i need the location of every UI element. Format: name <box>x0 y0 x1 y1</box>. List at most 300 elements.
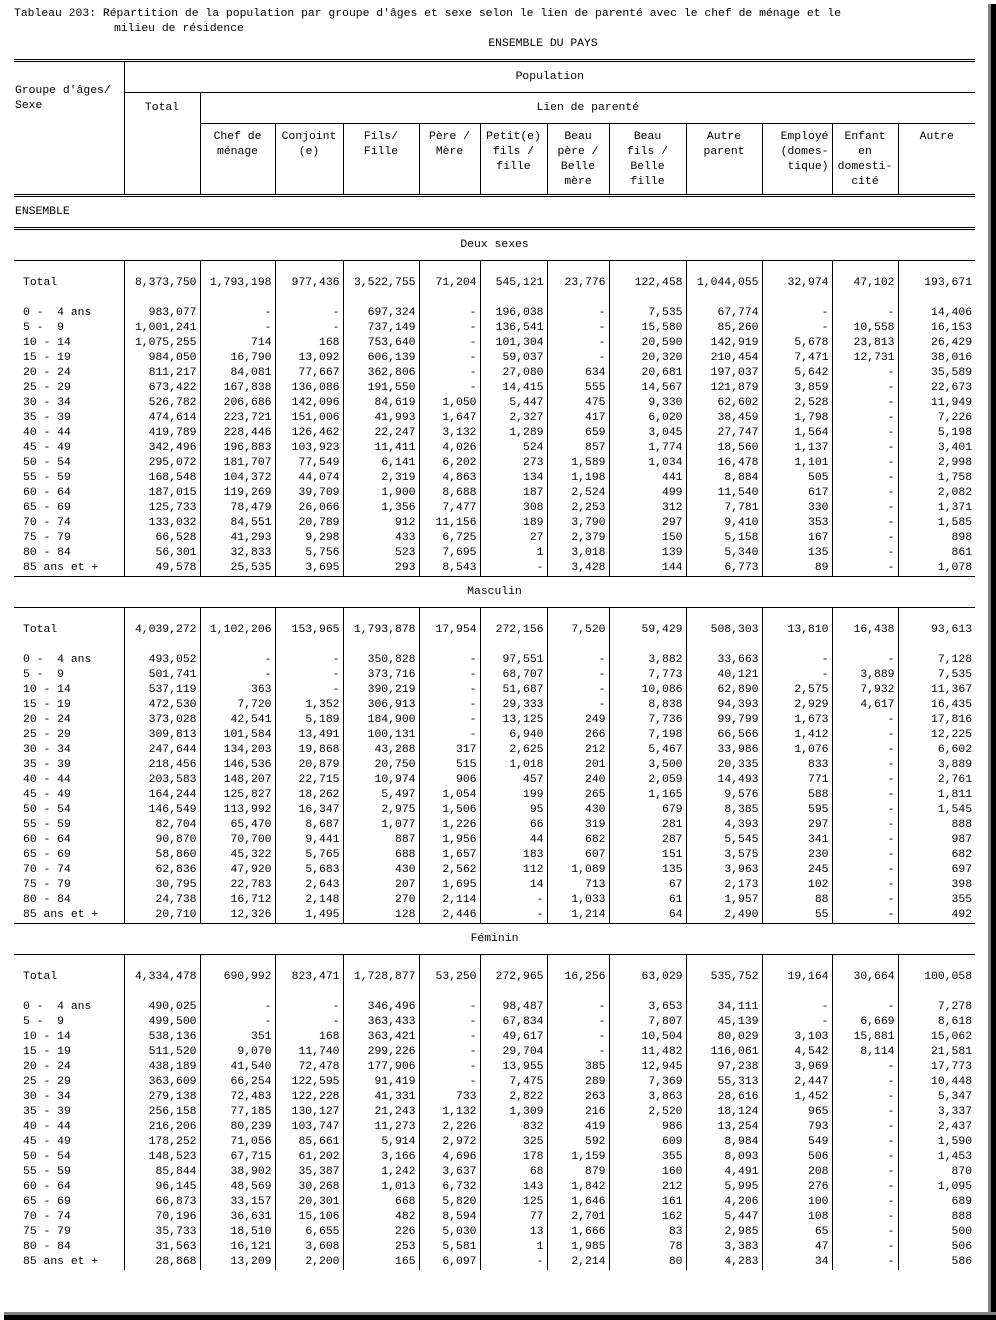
value-cell: - <box>832 788 898 803</box>
value-cell: 12,225 <box>898 728 975 743</box>
group-header-line-1: Groupe d'âges/ <box>15 85 111 97</box>
empty-cell <box>832 638 898 653</box>
empty-cell <box>200 985 275 1000</box>
value-cell: 6,669 <box>832 1015 898 1030</box>
value-cell: 8,984 <box>686 1135 762 1150</box>
value-cell: 265 <box>547 788 609 803</box>
value-cell: 178,252 <box>124 1135 200 1150</box>
value-cell: 7,781 <box>686 501 762 516</box>
lien-parente-header: Lien de parenté <box>200 93 975 124</box>
value-cell: - <box>547 306 609 321</box>
value-cell: 208 <box>762 1165 832 1180</box>
value-cell: 6,655 <box>275 1225 343 1240</box>
value-cell: 72,478 <box>275 1060 343 1075</box>
value-cell: 1,198 <box>547 471 609 486</box>
value-cell: 441 <box>609 471 686 486</box>
value-cell: 549 <box>762 1135 832 1150</box>
value-cell: 5,820 <box>419 1195 480 1210</box>
total-row <box>14 623 975 638</box>
value-cell: 77,667 <box>275 366 343 381</box>
value-cell: 193,671 <box>898 276 975 291</box>
column-header-line: Belle <box>560 161 596 173</box>
value-cell: 861 <box>898 546 975 561</box>
value-cell: 23,776 <box>547 276 609 291</box>
value-cell: - <box>832 306 898 321</box>
value-cell: 697 <box>898 863 975 878</box>
value-cell: 14,567 <box>609 381 686 396</box>
empty-cell <box>686 291 762 306</box>
table-row <box>14 1030 975 1045</box>
value-cell: - <box>480 893 547 908</box>
empty-cell <box>762 638 832 653</box>
value-cell: 122,595 <box>275 1075 343 1090</box>
row-label: 85 ans et + <box>23 562 99 574</box>
value-cell: 27,747 <box>686 426 762 441</box>
value-cell: 457 <box>480 773 547 788</box>
value-cell: 67,715 <box>200 1150 275 1165</box>
row-label: 0 - 4 ans <box>23 1001 92 1013</box>
value-cell: 93,613 <box>898 623 975 638</box>
value-cell: - <box>832 471 898 486</box>
value-cell: 14,493 <box>686 773 762 788</box>
table-row <box>14 1120 975 1135</box>
value-cell: - <box>832 1150 898 1165</box>
table-row <box>14 321 975 336</box>
value-cell: 153,965 <box>275 623 343 638</box>
value-cell: 659 <box>547 426 609 441</box>
row-label: 75 - 79 <box>23 879 71 891</box>
column-header-line: fils / <box>626 146 668 158</box>
value-cell: 3,882 <box>609 653 686 668</box>
row-label: 55 - 59 <box>23 472 71 484</box>
value-cell: - <box>832 561 898 577</box>
value-cell: 66,254 <box>200 1075 275 1090</box>
value-cell: 3,500 <box>609 758 686 773</box>
value-cell: 823,471 <box>275 970 343 985</box>
empty-cell <box>609 955 686 971</box>
value-cell: 25,535 <box>200 561 275 577</box>
value-cell: 586 <box>898 1255 975 1270</box>
empty-cell <box>898 608 975 624</box>
value-cell: 33,986 <box>686 743 762 758</box>
value-cell: 7,807 <box>609 1015 686 1030</box>
row-label: 0 - 4 ans <box>23 654 92 666</box>
table-row <box>14 411 975 426</box>
empty-cell <box>124 638 200 653</box>
value-cell: 20,320 <box>609 351 686 366</box>
value-cell: 88 <box>762 893 832 908</box>
table-row <box>14 743 975 758</box>
column-header-line: (e) <box>298 146 320 158</box>
value-cell: - <box>200 1000 275 1015</box>
value-cell: 4,334,478 <box>124 970 200 985</box>
value-cell: 2,114 <box>419 893 480 908</box>
row-label: 20 - 24 <box>23 367 71 379</box>
table-row <box>14 773 975 788</box>
value-cell: - <box>832 758 898 773</box>
empty-cell <box>547 261 609 277</box>
value-cell: - <box>832 773 898 788</box>
value-cell: 3,018 <box>547 546 609 561</box>
value-cell: - <box>832 1135 898 1150</box>
value-cell: 77,185 <box>200 1105 275 1120</box>
value-cell: 475 <box>547 396 609 411</box>
value-cell: 2,520 <box>609 1105 686 1120</box>
value-cell: 673,422 <box>124 381 200 396</box>
value-cell: - <box>275 306 343 321</box>
empty-cell <box>124 608 200 624</box>
value-cell: 965 <box>762 1105 832 1120</box>
value-cell: 373,028 <box>124 713 200 728</box>
value-cell: 474,614 <box>124 411 200 426</box>
value-cell: - <box>832 863 898 878</box>
table-row <box>14 653 975 668</box>
value-cell: 71,204 <box>419 276 480 291</box>
value-cell: 77 <box>480 1210 547 1225</box>
value-cell: - <box>832 818 898 833</box>
value-cell: 3,889 <box>898 758 975 773</box>
value-cell: 6,940 <box>480 728 547 743</box>
value-cell: 45,322 <box>200 848 275 863</box>
value-cell: 2,226 <box>419 1120 480 1135</box>
value-cell: 45,139 <box>686 1015 762 1030</box>
row-label: Total <box>23 971 58 983</box>
row-label: 85 ans et + <box>23 909 99 921</box>
value-cell: - <box>832 713 898 728</box>
value-cell: 3,575 <box>686 848 762 863</box>
value-cell: 1,352 <box>275 698 343 713</box>
column-header-line: parent <box>703 146 745 158</box>
row-label: 60 - 64 <box>23 487 71 499</box>
value-cell: 273 <box>480 456 547 471</box>
value-cell: 42,541 <box>200 713 275 728</box>
empty-cell <box>898 261 975 277</box>
value-cell: - <box>275 653 343 668</box>
population-table <box>14 59 975 1270</box>
value-cell: 1,646 <box>547 1195 609 1210</box>
value-cell: 398 <box>898 878 975 893</box>
section-title: Féminin <box>14 924 975 955</box>
table-title <box>14 7 841 37</box>
value-cell: 508,303 <box>686 623 762 638</box>
value-cell: 85,844 <box>124 1165 200 1180</box>
value-cell: 7,128 <box>898 653 975 668</box>
value-cell: 5,995 <box>686 1180 762 1195</box>
table-row <box>14 1060 975 1075</box>
empty-cell <box>343 955 419 971</box>
value-cell: 212 <box>609 1180 686 1195</box>
row-label: 65 - 69 <box>23 502 71 514</box>
empty-cell <box>480 261 547 277</box>
value-cell: 84,081 <box>200 366 275 381</box>
value-cell: 28,616 <box>686 1090 762 1105</box>
table-row <box>14 351 975 366</box>
value-cell: 419 <box>547 1120 609 1135</box>
value-cell: 51,687 <box>480 683 547 698</box>
section-header-row <box>14 577 975 608</box>
value-cell: 5,340 <box>686 546 762 561</box>
empty-cell <box>547 608 609 624</box>
value-cell: 1,452 <box>762 1090 832 1105</box>
value-cell: 7,475 <box>480 1075 547 1090</box>
table-row <box>14 668 975 683</box>
value-cell: 5,467 <box>609 743 686 758</box>
value-cell: 16,478 <box>686 456 762 471</box>
value-cell: 125,827 <box>200 788 275 803</box>
value-cell: 2,975 <box>343 803 419 818</box>
value-cell: 183 <box>480 848 547 863</box>
value-cell: 4,206 <box>686 1195 762 1210</box>
value-cell: 12,945 <box>609 1060 686 1075</box>
empty-cell <box>547 291 609 306</box>
empty-cell <box>14 638 124 653</box>
value-cell: 32,974 <box>762 276 832 291</box>
value-cell: 218,456 <box>124 758 200 773</box>
value-cell: 122,228 <box>275 1090 343 1105</box>
value-cell: - <box>762 1000 832 1015</box>
value-cell: 49,578 <box>124 561 200 577</box>
value-cell: 20,335 <box>686 758 762 773</box>
empty-cell <box>686 608 762 624</box>
value-cell: 184,900 <box>343 713 419 728</box>
table-row <box>14 683 975 698</box>
value-cell: 2,173 <box>686 878 762 893</box>
value-cell: 887 <box>343 833 419 848</box>
value-cell: 501,741 <box>124 668 200 683</box>
table-row <box>14 1165 975 1180</box>
value-cell: 53,250 <box>419 970 480 985</box>
spacer-row <box>14 608 975 624</box>
value-cell: 19,868 <box>275 743 343 758</box>
value-cell: - <box>419 1015 480 1030</box>
value-cell: 41,540 <box>200 1060 275 1075</box>
value-cell: 41,293 <box>200 531 275 546</box>
column-header-line: père / <box>557 146 599 158</box>
value-cell: 34 <box>762 1255 832 1270</box>
value-cell: - <box>832 1105 898 1120</box>
table-row <box>14 728 975 743</box>
value-cell: 10,448 <box>898 1075 975 1090</box>
value-cell: 135 <box>609 863 686 878</box>
value-cell: 7,471 <box>762 351 832 366</box>
value-cell: - <box>832 1195 898 1210</box>
value-cell: 984,050 <box>124 351 200 366</box>
value-cell: - <box>832 501 898 516</box>
value-cell: - <box>547 1000 609 1015</box>
empty-cell <box>343 638 419 653</box>
spacer-row <box>14 955 975 971</box>
value-cell: 373,716 <box>343 668 419 683</box>
table-row <box>14 1045 975 1060</box>
value-cell: 253 <box>343 1240 419 1255</box>
table-row <box>14 908 975 924</box>
value-cell: 312 <box>609 501 686 516</box>
value-cell: 34,111 <box>686 1000 762 1015</box>
value-cell: 689 <box>898 1195 975 1210</box>
value-cell: 84,551 <box>200 516 275 531</box>
value-cell: 2,575 <box>762 683 832 698</box>
table-row <box>14 1000 975 1015</box>
value-cell: 150 <box>609 531 686 546</box>
value-cell: - <box>275 683 343 698</box>
value-cell: 7,535 <box>609 306 686 321</box>
value-cell: 2,528 <box>762 396 832 411</box>
value-cell: 61 <box>609 893 686 908</box>
value-cell: 228,446 <box>200 426 275 441</box>
row-label: 10 - 14 <box>23 1031 71 1043</box>
value-cell: 5,581 <box>419 1240 480 1255</box>
value-cell: 1,309 <box>480 1105 547 1120</box>
value-cell: 13,209 <box>200 1255 275 1270</box>
value-cell: 19,164 <box>762 970 832 985</box>
value-cell: 97,238 <box>686 1060 762 1075</box>
value-cell: 84,619 <box>343 396 419 411</box>
value-cell: 986 <box>609 1120 686 1135</box>
value-cell: 162 <box>609 1210 686 1225</box>
value-cell: - <box>762 653 832 668</box>
row-label: Total <box>23 624 58 636</box>
value-cell: 201 <box>547 758 609 773</box>
value-cell: 66,566 <box>686 728 762 743</box>
column-header-line: tique) <box>787 161 829 173</box>
value-cell: 11,949 <box>898 396 975 411</box>
spacer-row <box>14 291 975 306</box>
value-cell: 355 <box>609 1150 686 1165</box>
table-body <box>14 196 975 1271</box>
value-cell: 2,490 <box>686 908 762 924</box>
value-cell: - <box>832 1180 898 1195</box>
subtitle-text: ENSEMBLE DU PAYS <box>488 38 598 50</box>
value-cell: 7,278 <box>898 1000 975 1015</box>
value-cell: 133,032 <box>124 516 200 531</box>
value-cell: 3,969 <box>762 1060 832 1075</box>
value-cell: 293 <box>343 561 419 577</box>
value-cell: 89 <box>762 561 832 577</box>
value-cell: 187 <box>480 486 547 501</box>
value-cell: 43,288 <box>343 743 419 758</box>
value-cell: - <box>419 1045 480 1060</box>
table-row <box>14 1240 975 1255</box>
value-cell: 545,121 <box>480 276 547 291</box>
value-cell: - <box>762 1015 832 1030</box>
value-cell: 98,487 <box>480 1000 547 1015</box>
value-cell: - <box>419 668 480 683</box>
value-cell: 83 <box>609 1225 686 1240</box>
total-row <box>14 970 975 985</box>
value-cell: - <box>832 396 898 411</box>
row-label: 15 - 19 <box>23 352 71 364</box>
value-cell: 16,347 <box>275 803 343 818</box>
value-cell: 160 <box>609 1165 686 1180</box>
value-cell: 189 <box>480 516 547 531</box>
value-cell: 1 <box>480 1240 547 1255</box>
value-cell: 103,747 <box>275 1120 343 1135</box>
value-cell: - <box>832 546 898 561</box>
value-cell: 3,045 <box>609 426 686 441</box>
column-header-line: Enfant <box>844 131 886 143</box>
value-cell: 15,062 <box>898 1030 975 1045</box>
value-cell: 9,330 <box>609 396 686 411</box>
value-cell: 5,765 <box>275 848 343 863</box>
empty-cell <box>609 985 686 1000</box>
column-header-line: Père / <box>428 131 470 143</box>
value-cell: 116,061 <box>686 1045 762 1060</box>
value-cell: 272,156 <box>480 623 547 638</box>
value-cell: 64 <box>609 908 686 924</box>
value-cell: - <box>275 668 343 683</box>
value-cell: - <box>547 1045 609 1060</box>
value-cell: 112 <box>480 863 547 878</box>
column-header-line: ménage <box>216 146 258 158</box>
value-cell: 490,025 <box>124 1000 200 1015</box>
value-cell: 433 <box>343 531 419 546</box>
value-cell: - <box>480 561 547 577</box>
value-cell: 1,075,255 <box>124 336 200 351</box>
value-cell: - <box>832 441 898 456</box>
table-row <box>14 848 975 863</box>
value-cell: 11,273 <box>343 1120 419 1135</box>
table-row <box>14 366 975 381</box>
value-cell: 100,131 <box>343 728 419 743</box>
value-cell: 7,477 <box>419 501 480 516</box>
empty-cell <box>609 608 686 624</box>
value-cell: 537,119 <box>124 683 200 698</box>
value-cell: 1,132 <box>419 1105 480 1120</box>
column-header-line: mère <box>564 176 592 188</box>
value-cell: 13,092 <box>275 351 343 366</box>
value-cell: 16,256 <box>547 970 609 985</box>
group-header-line-2: Sexe <box>15 100 43 112</box>
value-cell: 90,870 <box>124 833 200 848</box>
value-cell: 1,495 <box>275 908 343 924</box>
empty-cell <box>14 985 124 1000</box>
column-header-line: fils / <box>492 146 534 158</box>
value-cell: 207 <box>343 878 419 893</box>
value-cell: 22,673 <box>898 381 975 396</box>
value-cell: 108 <box>762 1210 832 1225</box>
value-cell: 2,761 <box>898 773 975 788</box>
value-cell: 197,037 <box>686 366 762 381</box>
table-row <box>14 1255 975 1270</box>
value-cell: 353 <box>762 516 832 531</box>
value-cell: 606,139 <box>343 351 419 366</box>
value-cell: 1,214 <box>547 908 609 924</box>
value-cell: 65,470 <box>200 818 275 833</box>
value-cell: 142,919 <box>686 336 762 351</box>
value-cell: 18,124 <box>686 1105 762 1120</box>
value-cell: 3,608 <box>275 1240 343 1255</box>
value-cell: 1,774 <box>609 441 686 456</box>
column-header-line: (domes- <box>780 146 829 158</box>
value-cell: 11,482 <box>609 1045 686 1060</box>
value-cell: 1,985 <box>547 1240 609 1255</box>
value-cell: 164,244 <box>124 788 200 803</box>
value-cell: 11,540 <box>686 486 762 501</box>
value-cell: 67,834 <box>480 1015 547 1030</box>
value-cell: 20,590 <box>609 336 686 351</box>
value-cell: 103,923 <box>275 441 343 456</box>
table-row <box>14 306 975 321</box>
value-cell: 8,093 <box>686 1150 762 1165</box>
empty-cell <box>343 261 419 277</box>
column-header-line: domesti- <box>837 161 893 173</box>
value-cell: 3,889 <box>832 668 898 683</box>
value-cell: 101,584 <box>200 728 275 743</box>
value-cell: 151 <box>609 848 686 863</box>
value-cell: 130,127 <box>275 1105 343 1120</box>
value-cell: 363,433 <box>343 1015 419 1030</box>
row-label: 40 - 44 <box>23 1121 71 1133</box>
